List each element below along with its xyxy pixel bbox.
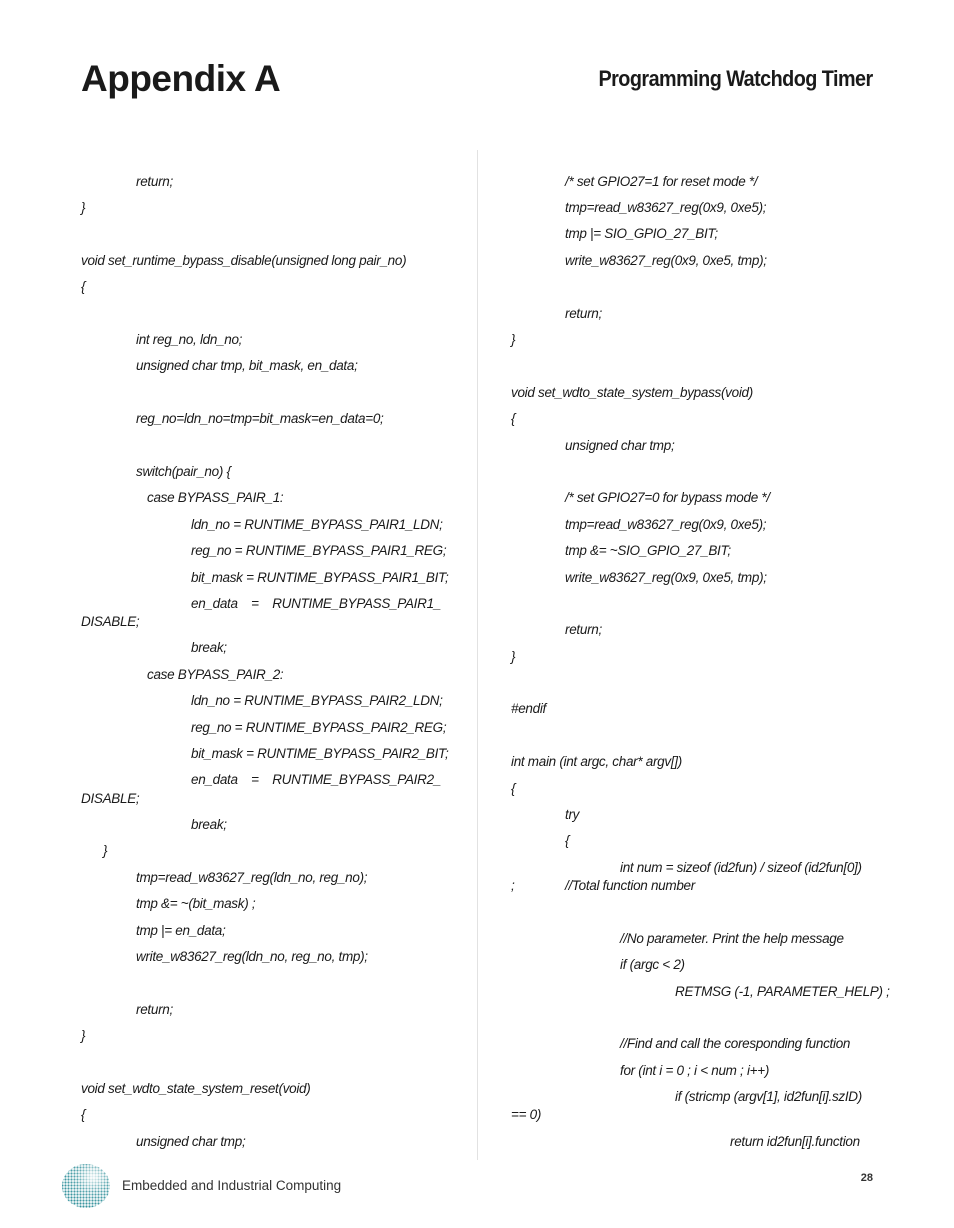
code-token: = [251,596,259,611]
code-line: return id2fun[i].function [730,1134,860,1149]
code-token: en_data [191,596,238,611]
code-line: tmp &= ~SIO_GPIO_27_BIT; [565,543,731,558]
code-line: for (int i = 0 ; i < num ; i++) [620,1063,770,1078]
code-line: try [565,807,580,822]
column-divider [477,150,478,1160]
code-line: { [511,781,516,796]
code-line: { [565,833,570,848]
code-line: return; [565,622,602,637]
code-line: { [81,279,86,294]
code-line: case BYPASS_PAIR_1: [147,490,284,505]
code-line: //No parameter. Print the help message [620,931,844,946]
code-line: reg_no=ldn_no=tmp=bit_mask=en_data=0; [136,411,384,426]
code-line: RETMSG (-1, PARAMETER_HELP) ; [675,984,890,999]
code-line: tmp |= en_data; [136,923,226,938]
code-token: RUNTIME_BYPASS_PAIR1_ [272,596,441,611]
code-line: break; [191,640,227,655]
section-title: Programming Watchdog Timer [598,66,873,91]
globe-logo-icon [61,1163,111,1209]
code-line: reg_no = RUNTIME_BYPASS_PAIR2_REG; [191,720,447,735]
code-line: ldn_no = RUNTIME_BYPASS_PAIR2_LDN; [191,693,443,708]
code-line: /* set GPIO27=1 for reset mode */ [565,174,758,189]
code-line: { [511,411,516,426]
code-line: ldn_no = RUNTIME_BYPASS_PAIR1_LDN; [191,517,443,532]
code-line: return; [136,174,173,189]
code-token: en_data [191,772,238,787]
code-line: case BYPASS_PAIR_2: [147,667,284,682]
page-number: 28 [860,1172,873,1184]
code-line: == 0) [511,1107,542,1122]
code-line: tmp &= ~(bit_mask) ; [136,896,256,911]
code-line: } [511,649,516,664]
code-line: bit_mask = RUNTIME_BYPASS_PAIR1_BIT; [191,570,449,585]
code-line: unsigned char tmp, bit_mask, en_data; [136,358,358,373]
code-line: //Total function number [565,878,695,893]
code-line: #endif [511,701,546,716]
code-line: } [511,332,516,347]
code-line [191,772,441,788]
code-line: { [81,1107,86,1122]
code-line: DISABLE; [81,791,140,806]
code-line: break; [191,817,227,832]
footer-company: Embedded and Industrial Computing [122,1178,342,1193]
code-line: } [81,1028,86,1043]
code-line: DISABLE; [81,614,140,629]
code-line: reg_no = RUNTIME_BYPASS_PAIR1_REG; [191,543,447,558]
code-line: unsigned char tmp; [565,438,675,453]
code-line: int reg_no, ldn_no; [136,332,243,347]
code-token: = [251,772,259,787]
code-line: void set_wdto_state_system_reset(void) [81,1081,311,1096]
code-line: void set_wdto_state_system_bypass(void) [511,385,753,400]
code-line: if (argc < 2) [620,957,685,972]
code-line: tmp=read_w83627_reg(0x9, 0xe5); [565,517,767,532]
page-title: Appendix A [81,58,281,99]
code-line: write_w83627_reg(0x9, 0xe5, tmp); [565,253,767,268]
code-line: return; [136,1002,173,1017]
code-line: unsigned char tmp; [136,1134,246,1149]
code-line: void set_runtime_bypass_disable(unsigned long pair_no) [81,253,407,268]
code-line: } [81,200,86,215]
code-line: int main (int argc, char* argv[]) [511,754,682,769]
code-line: tmp=read_w83627_reg(0x9, 0xe5); [565,200,767,215]
code-line: int num = sizeof (id2fun) / sizeof (id2fun[0]) [620,860,862,875]
code-line: return; [565,306,602,321]
code-line: tmp |= SIO_GPIO_27_BIT; [565,226,718,241]
code-line: tmp=read_w83627_reg(ldn_no, reg_no); [136,870,368,885]
code-line: ; [511,878,515,893]
code-token: RUNTIME_BYPASS_PAIR2_ [272,772,441,787]
code-line: write_w83627_reg(0x9, 0xe5, tmp); [565,570,767,585]
code-line: //Find and call the coresponding function [620,1036,851,1051]
code-line: if (stricmp (argv[1], id2fun[i].szID) [675,1089,862,1104]
code-line: /* set GPIO27=0 for bypass mode */ [565,490,770,505]
code-line: write_w83627_reg(ldn_no, reg_no, tmp); [136,949,368,964]
code-line: } [103,843,108,858]
code-line: bit_mask = RUNTIME_BYPASS_PAIR2_BIT; [191,746,449,761]
code-line [191,596,441,612]
code-line: switch(pair_no) { [136,464,231,479]
